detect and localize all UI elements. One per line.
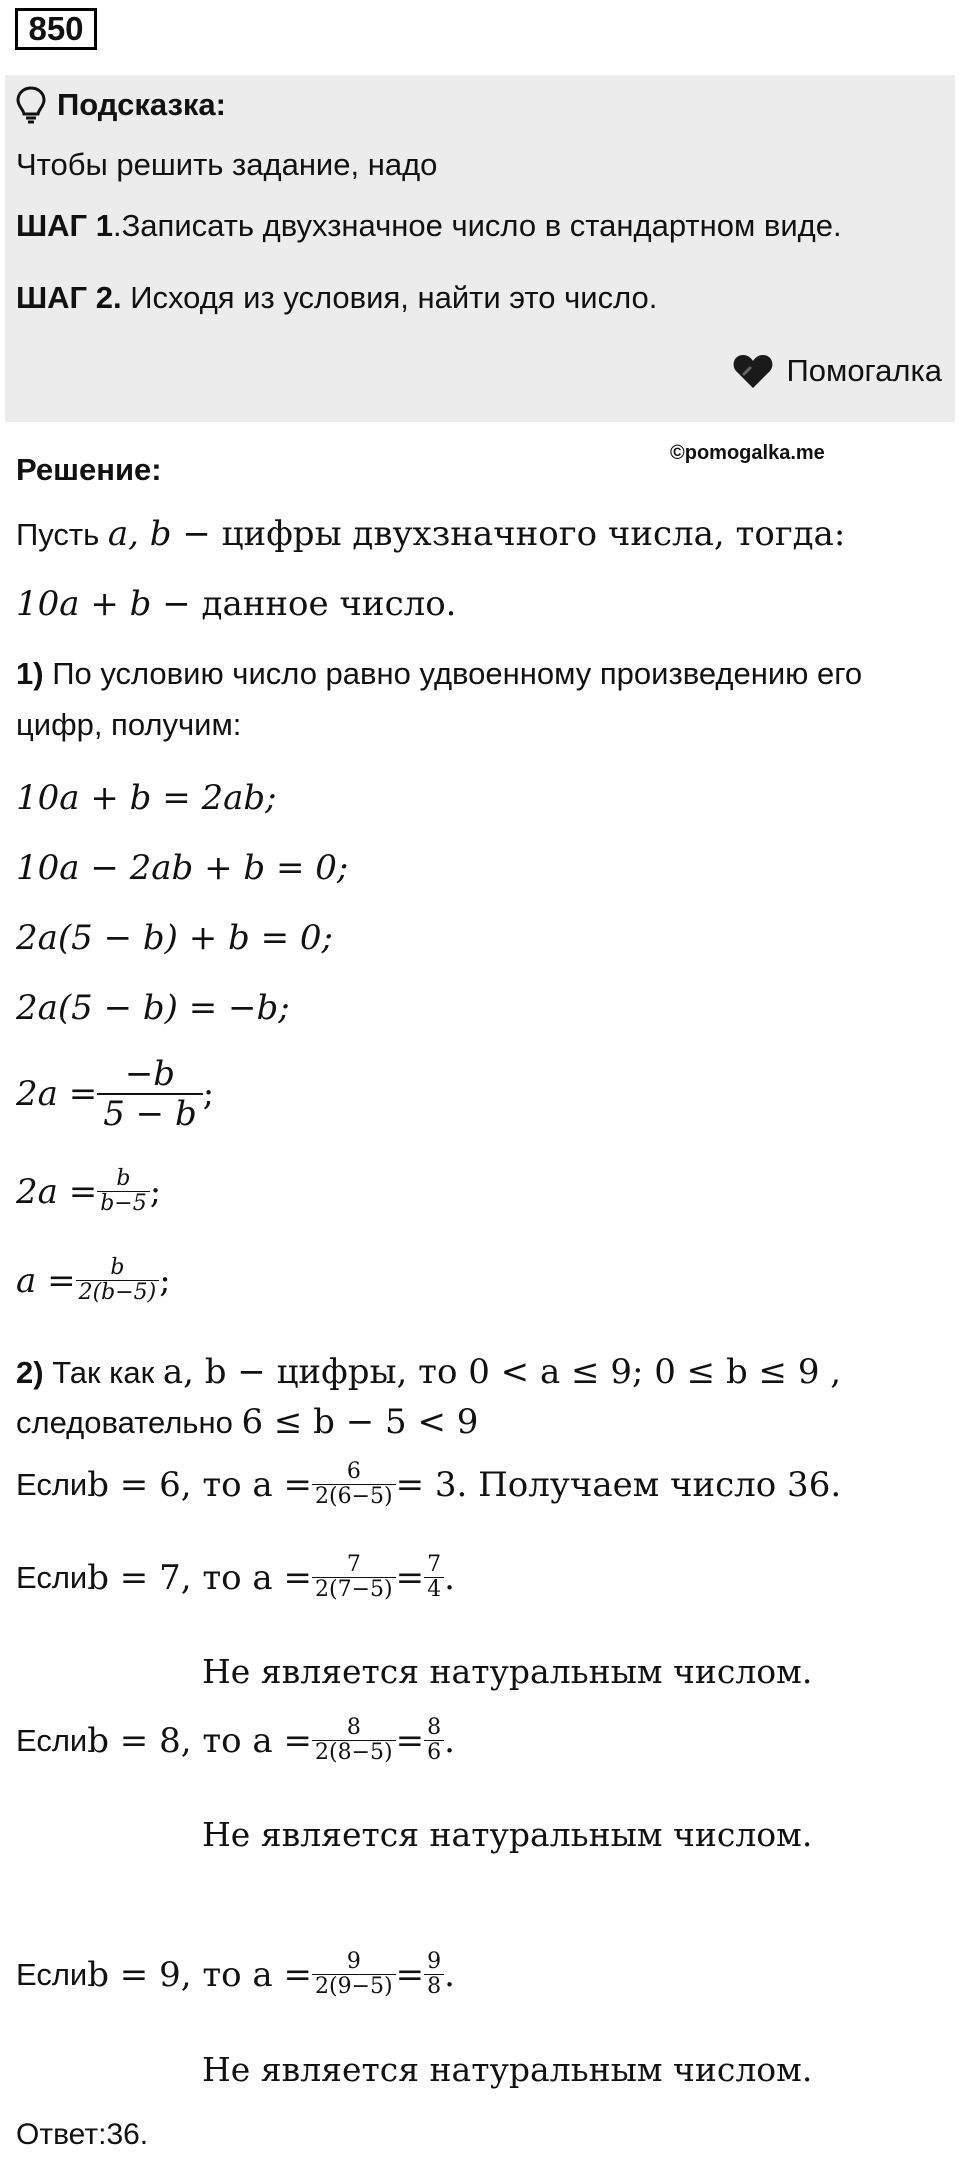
- equation-2: 10a − 2ab + b = 0;: [16, 848, 349, 888]
- case-if: Если: [16, 1956, 88, 1992]
- equation-1: 10a + b = 2ab;: [16, 778, 277, 818]
- step1-label: ШАГ 1: [16, 208, 113, 243]
- hint-step1: [16, 208, 842, 244]
- case-b6: [16, 1460, 841, 1509]
- hint-intro: Чтобы решить задание, надо: [16, 147, 438, 182]
- case-condition: b = 9, то a =: [87, 1954, 313, 1995]
- result-numerator: 7: [427, 1552, 442, 1577]
- result-denominator: 8: [424, 1974, 444, 1999]
- eq7-end: ;: [159, 1260, 171, 1301]
- intro-suffix: − цифры двухзначного числа, тогда:: [171, 514, 846, 554]
- result-denominator: 4: [424, 1577, 444, 1602]
- eq5-end: ;: [202, 1074, 215, 1114]
- brand-name: Помогалка: [786, 353, 942, 388]
- result-numerator: 8: [427, 1715, 442, 1740]
- case-condition: b = 8, то a =: [87, 1720, 313, 1761]
- hint-step2: [16, 280, 657, 316]
- part1-line2: цифр, получим:: [16, 707, 242, 742]
- equation-7: [16, 1256, 171, 1305]
- part2-math1: a, b − цифры, то 0 < a ≤ 9; 0 ≤ b ≤ 9 ,: [162, 1352, 842, 1392]
- equation-4: 2a(5 − b) = −b;: [16, 988, 290, 1028]
- hint-title: Подсказка:: [57, 87, 226, 122]
- case-fraction: [312, 1950, 396, 1999]
- solution-intro: [16, 514, 845, 554]
- eq5-left: 2a =: [16, 1074, 98, 1114]
- case-b7-note: Не является натуральным числом.: [202, 1652, 813, 1691]
- eq7-fraction: [76, 1256, 160, 1305]
- case-fraction: [312, 1716, 396, 1765]
- case-numerator: 6: [346, 1459, 361, 1484]
- equation-5: [16, 1055, 214, 1133]
- eq5-numerator: −b: [124, 1054, 176, 1094]
- result-numerator: 9: [427, 1949, 442, 1974]
- part1-line1: [16, 656, 862, 692]
- case-condition: b = 6, то a =: [87, 1464, 313, 1505]
- result-denominator: 6: [424, 1740, 444, 1765]
- eq6-numerator: b: [116, 1166, 131, 1191]
- equation-3: 2a(5 − b) + b = 0;: [16, 918, 333, 958]
- part2-line2: [16, 1402, 478, 1442]
- case-result-fraction: [424, 1553, 444, 1602]
- part2-label: 2): [16, 1355, 44, 1390]
- case-if: Если: [16, 1466, 88, 1502]
- eq7-denominator: 2(b−5): [76, 1280, 160, 1305]
- case-condition: b = 7, то a =: [87, 1557, 313, 1598]
- eq6-end: ;: [149, 1171, 162, 1212]
- case-fraction: [312, 1460, 396, 1509]
- eq6-denominator: b−5: [97, 1191, 150, 1216]
- step2-label: ШАГ 2.: [16, 280, 122, 315]
- answer: Ответ:36.: [16, 2118, 149, 2151]
- case-result-fraction: [424, 1950, 444, 1999]
- number-suffix: − данное число.: [151, 584, 457, 624]
- part2-line1: [16, 1352, 841, 1392]
- watermark: ©pomogalka.me: [670, 442, 825, 464]
- eq6-left: 2a =: [16, 1171, 98, 1212]
- case-b9: Если b = 9, то a = $\frac{9}{2(9-5)}$ = $\frac{9}{8}$ .: [16, 1949, 455, 1999]
- brand-link[interactable]: [732, 351, 942, 391]
- heart-icon: [732, 352, 774, 390]
- case-equals: =: [395, 1954, 425, 1995]
- eq7-numerator: b: [110, 1255, 125, 1280]
- case-denominator: 2(7−5): [312, 1577, 396, 1602]
- case-result: = 3. Получаем число 36.: [395, 1464, 842, 1505]
- problem-number: 850: [15, 8, 97, 50]
- case-b8: Если b = 8, то a = $\frac{8}{2(8-5)}$ = $\frac{8}{6}$ .: [16, 1715, 455, 1765]
- case-b8-note: Не является натуральным числом.: [202, 1815, 813, 1854]
- number-expr: 10a + b: [16, 584, 152, 624]
- part1-label: 1): [16, 656, 44, 691]
- case-if: Если: [16, 1722, 88, 1758]
- case-fraction: [312, 1553, 396, 1602]
- step1-text: .Записать двухзначное число в стандартном виде.: [112, 208, 842, 243]
- lightbulb-icon: [15, 85, 47, 125]
- part2-text2: следовательно: [16, 1405, 242, 1440]
- step2-text: Исходя из условия, найти это число.: [121, 280, 658, 315]
- part2-text1: Так как: [43, 1355, 163, 1390]
- case-equals: =: [395, 1720, 425, 1761]
- eq5-denominator: 5 − b: [97, 1093, 203, 1133]
- eq5-fraction: [97, 1055, 203, 1133]
- number-expression: [16, 584, 457, 624]
- intro-vars: a, b: [107, 514, 172, 554]
- case-denominator: 2(8−5): [312, 1740, 396, 1765]
- equation-6: [16, 1167, 161, 1216]
- case-if: Если: [16, 1559, 88, 1595]
- case-result-fraction: [424, 1716, 444, 1765]
- case-b7: Если b = 7, то a = $\frac{7}{2(7-5)}$ = $\frac{7}{4}$ .: [16, 1552, 455, 1602]
- part1-text1: По условию число равно удвоенному произведению его: [43, 656, 863, 691]
- case-numerator: 9: [346, 1949, 361, 1974]
- case-equals: =: [395, 1557, 425, 1598]
- case-denominator: 2(6−5): [312, 1484, 396, 1509]
- hint-box: [5, 75, 955, 422]
- part2-math2: 6 ≤ b − 5 < 9: [241, 1402, 479, 1442]
- case-b9-note: Не является натуральным числом.: [202, 2050, 813, 2089]
- case-denominator: 2(9−5): [312, 1974, 396, 1999]
- hint-header: [15, 85, 226, 125]
- case-numerator: 7: [346, 1552, 361, 1577]
- solution-title: Решение:: [16, 452, 162, 487]
- eq7-left: a =: [16, 1260, 76, 1301]
- intro-prefix: Пусть: [16, 517, 108, 552]
- case-numerator: 8: [346, 1715, 361, 1740]
- eq6-fraction: [97, 1167, 150, 1216]
